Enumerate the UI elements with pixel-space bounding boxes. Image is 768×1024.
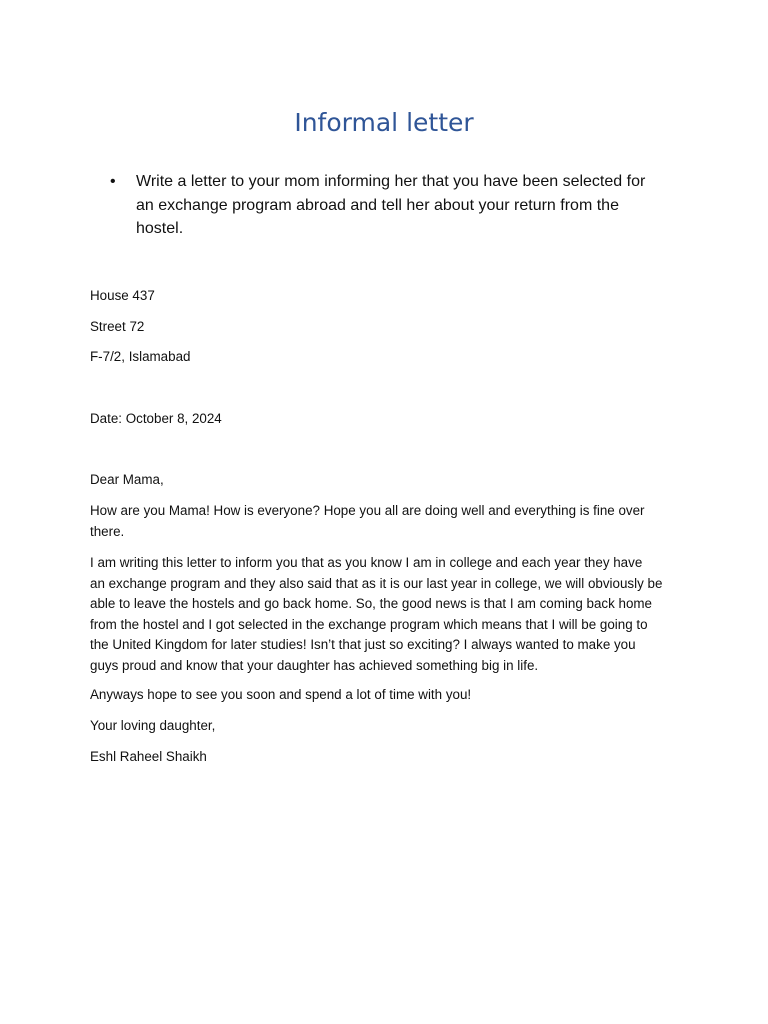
salutation: Dear Mama,	[90, 472, 164, 487]
task-bullet-item	[110, 170, 670, 241]
paragraph-line: How are you Mama! How is everyone? Hope you all are doing well and everything is fine over	[90, 503, 645, 518]
task-text	[136, 170, 670, 241]
paragraph-line: an exchange program and they also said that as it is our last year in college, we will obviously be	[90, 575, 663, 591]
paragraph-news	[90, 553, 662, 676]
paragraph-line: from the hostel and I got selected in the exchange program which means that I will be going to	[90, 616, 648, 632]
address-line-3: F-7/2, Islamabad	[90, 349, 191, 364]
task-line: an exchange program abroad and tell her about your return from the	[136, 196, 619, 214]
paragraph-line: I am writing this letter to inform you that as you know I am in college and each year they have	[90, 555, 643, 570]
task-line: hostel.	[136, 220, 184, 237]
paragraph-closing-wish: Anyways hope to see you soon and spend a lot of time with you!	[90, 687, 472, 702]
paragraph-greeting	[90, 501, 645, 542]
signature: Eshl Raheel Shaikh	[90, 749, 207, 764]
paragraph-line: able to leave the hostels and go back home. So, the good news is that I am coming back home	[90, 596, 653, 611]
document-title: Informal letter	[294, 108, 474, 137]
address-line-2: Street 72	[90, 319, 145, 334]
address-line-1: House 437	[90, 288, 155, 303]
bullet-icon: •	[110, 173, 116, 190]
paragraph-line: guys proud and know that your daughter has achieved something big in life.	[90, 657, 539, 673]
paragraph-line: there.	[90, 523, 125, 539]
letter-date: Date: October 8, 2024	[90, 411, 222, 426]
task-line: Write a letter to your mom informing her that you have been selected for	[136, 173, 646, 190]
closing-phrase: Your loving daughter,	[90, 718, 216, 733]
paragraph-line: the United Kingdom for later studies! Isn’t that just so exciting? I always wanted to make you	[90, 637, 636, 652]
